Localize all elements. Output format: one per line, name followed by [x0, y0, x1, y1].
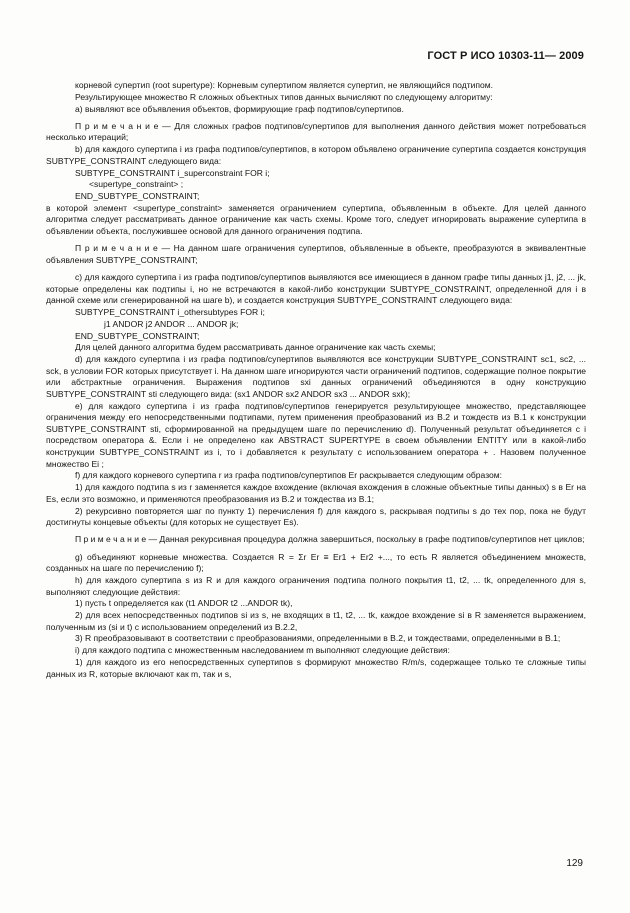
- paragraph: SUBTYPE_CONSTRAINT i_superconstraint FOR i;: [75, 167, 270, 178]
- paragraph: Для целей данного алгоритма будем рассматривать данное ограничение как часть схемы;: [75, 342, 436, 353]
- paragraph: d) для каждого супертипа i из графа подтипов/супертипов выявляются все конструкции SUBTYPE_CONSTRAINT sc1, sc2, ... sck, в условии FOR которых присутствует i. На данном шаге игнорируются части ограничений подтипов, содержащие полное покрытие или абстрактные ограничения. Выражения подтипов sxi данных ограничений объединяются в одну конструкцию SUBTYPE_CONSTRAINT sti следующего вида: (sx1 ANDOR sx2 ANDOR sx3 ... ANDOR sxk);: [46, 354, 586, 399]
- page-number: 129: [566, 858, 583, 869]
- paragraph: е) для каждого супертипа i из графа подтипов/супертипов генерируется результирующее множество, представляющее ограничения между его непосредственными подтипами, путем применения преобразований из В.2 и тождеств из В.1 к конструкции SUBTYPE_CONSTRAINT sti, сформированной на предыдущем шаге по перечислению d). Полученный результат объединяется с i посредством оператора &. Если i не определено как ABSTRACT SUPERTYPE в своем объявлении ENTITY или в какой-либо конструкции SUBTYPE_CONSTRAINT из i, то i добавляется к результату с использованием оператора + . Назовем полученное множество Ei ;: [46, 400, 586, 469]
- standard-header: ГОСТ Р ИСО 10303-11— 2009: [427, 50, 584, 62]
- paragraph: <supertype_constraint> ;: [89, 179, 184, 190]
- paragraph: END_SUBTYPE_CONSTRAINT;: [75, 191, 200, 202]
- paragraph: 2) рекурсивно повторяется шаг по пункту 1) перечисления f) для каждого s, раскрывая подтипы s до тех пор, пока не будут достигнуты концевые объекты (для которых не существует Es).: [46, 505, 586, 528]
- paragraph: Результирующее множество R сложных объектных типов данных вычисляют по следующему алгоритму:: [75, 91, 493, 102]
- paragraph: П р и м е ч а н и е — Для сложных графов подтипов/супертипов для выполнения данного действия может потребоваться несколько итераций;: [46, 120, 586, 143]
- paragraph: SUBTYPE_CONSTRAINT i_othersubtypes FOR i;: [75, 306, 265, 317]
- paragraph: с) для каждого супертипа i из графа подтипов/супертипов выявляются все имеющиеся в данном графе типы данных j1, j2, ... jk, которые определены как подтипы i, но не встречаются в какой-либо конструкции SUBTYPE_CONSTRAINT, определенной для i в данной схеме или сгенерированной на шаге b), и создается конструкция SUBTYPE_CONSTRAINT следующего вида:: [46, 272, 586, 306]
- paragraph: h) для каждого супертипа s из R и для каждого ограничения подтипа полного покрытия t1, t2, ... tk, определенного для s, выполняют следующие действия:: [46, 574, 586, 597]
- paragraph: g) объединяют корневые множества. Создается R = Σr Er ≡ Er1 + Er2 +..., то есть R является объединением множеств, созданных на шаге по перечислению f);: [46, 551, 586, 574]
- paragraph: 1) для каждого подтипа s из r заменяется каждое вхождение (включая вхождения в сложные объектные типы данных) s в Er на Es, если это возможно, и применяются преобразования из В.2 и тождества из В.1;: [46, 482, 586, 504]
- paragraph: b) для каждого супертипа i из графа подтипов/супертипов, в котором объявлено ограничение супертипа создается конструкция SUBTYPE_CONSTRAINT следующего вида:: [46, 144, 586, 166]
- document-body: [46, 80, 586, 680]
- paragraph: в которой элемент <supertype_constraint> заменяется ограничением супертипа, объявленным в объекте. Для целей данного алгоритма следует рассматривать данное ограничение как часть схемы. Кроме того, следует игнорировать выражение супертипа в объявлении объекта, послужившее основой для данного ограничения подтипа.: [46, 202, 586, 237]
- paragraph: П р и м е ч а н и е — Данная рекурсивная процедура должна завершиться, поскольку в графе подтипов/супертипов нет циклов;: [75, 534, 585, 545]
- paragraph: j1 ANDOR j2 ANDOR ... ANDOR jk;: [104, 318, 239, 329]
- paragraph: 1) для каждого из его непосредственных супертипов s формируют множество R/m/s, содержащее только те сложные типы данных из R, которые включают как m, так и s,: [46, 657, 586, 679]
- paragraph: END_SUBTYPE_CONSTRAINT;: [75, 330, 200, 341]
- paragraph: 2) для всех непосредственных подтипов si из s, не входящих в t1, t2, ... tk, каждое вхождение si в R заменяется выражением, полученным из (si и t) с использованием определений из В.2.2,: [46, 610, 586, 632]
- paragraph: f) для каждого корневого супертипа r из графа подтипов/супертипов Er раскрывается следующим образом:: [75, 470, 503, 481]
- paragraph: 1) пусть t определяется как (t1 ANDOR t2 ...ANDOR tk),: [75, 598, 293, 609]
- paragraph: П р и м е ч а н и е — На данном шаге ограничения супертипов, объявленные в объекте, преобразуются в эквивалентные объявления SUBTYPE_CONSTRAINT;: [46, 243, 586, 265]
- paragraph: корневой супертип (root supertype): Корневым супертипом является супертип, не являющийся подтипом.: [75, 80, 494, 90]
- paragraph: 3) R преобразовывают в соответствии с преобразованиями, определенными в В.2, и тождествами, определенными в В.1;: [75, 633, 561, 644]
- paragraph: i) для каждого подтипа с множественным наследованием m выполняют следующие действия:: [75, 645, 450, 656]
- paragraph: а) выявляют все объявления объектов, формирующие граф подтипов/супертипов.: [75, 103, 404, 114]
